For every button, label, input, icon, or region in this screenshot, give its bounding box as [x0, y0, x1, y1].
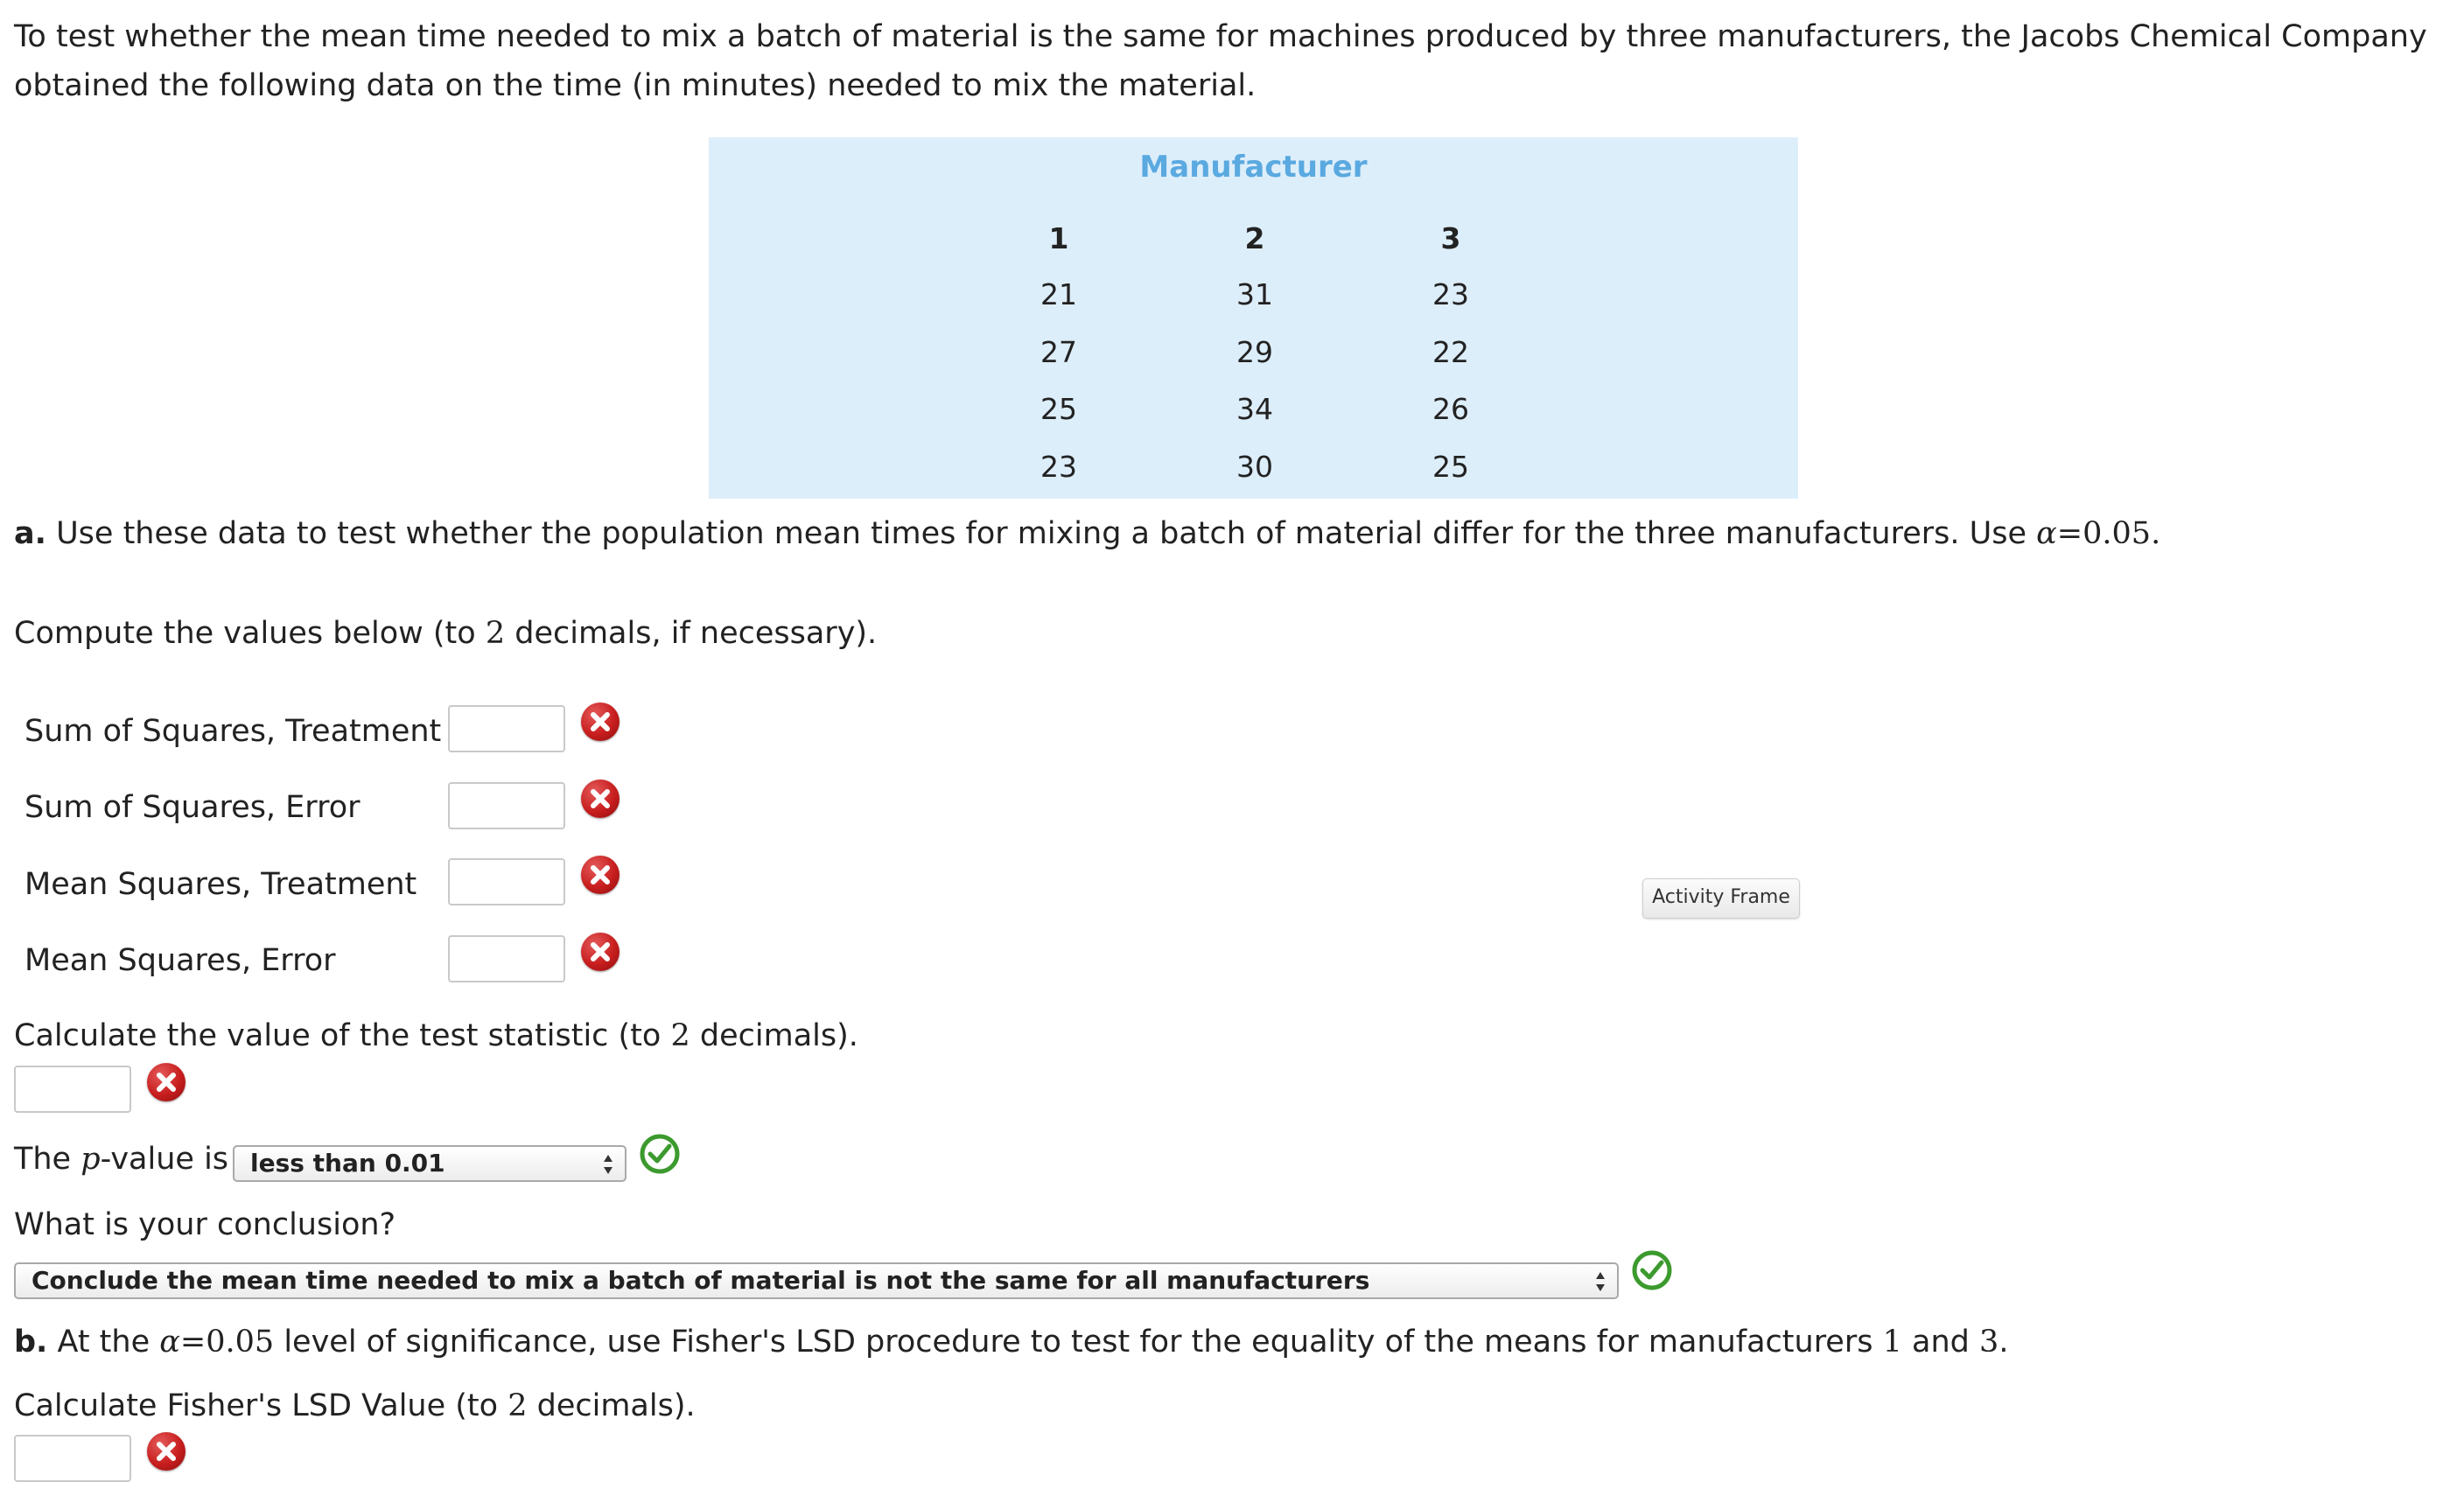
manufacturer-1: 1 [1882, 1325, 1902, 1360]
up-down-arrows-icon [1594, 1269, 1606, 1294]
test-stat-text-end: decimals). [699, 1018, 858, 1053]
lsd-prompt [14, 1388, 696, 1423]
column-header-1: 1 [1048, 221, 1069, 255]
alpha-symbol: α [2036, 516, 2057, 551]
up-down-arrows-icon [602, 1152, 614, 1177]
part-a-prompt [14, 516, 2160, 551]
label-ss-treatment: Sum of Squares, Treatment [24, 714, 442, 749]
x-circle-icon [581, 933, 620, 971]
table-cell: 21 [1040, 277, 1077, 311]
part-a-text: Use these data to test whether the population mean times for mixing a batch of material differ for the three manufacturers. Use [56, 516, 2027, 551]
ms-error-input[interactable] [448, 935, 565, 982]
x-circle-icon [147, 1432, 186, 1471]
table-cell: 34 [1236, 392, 1273, 426]
column-header-2: 2 [1244, 221, 1265, 255]
lsd-text-end: decimals). [536, 1388, 696, 1423]
test-statistic-input[interactable] [14, 1066, 131, 1113]
x-circle-icon [147, 1063, 186, 1101]
part-b-prompt [14, 1325, 2008, 1360]
question-intro: To test whether the mean time needed to mix a batch of material is the same for machines produced by three manufacturers, the Jacobs Chemical Company obtained the following data on the time (in minutes) needed to mix the material. [14, 19, 2427, 103]
data-table [709, 137, 1798, 499]
pvalue-text: The [14, 1142, 72, 1177]
ss-error-input[interactable] [448, 782, 565, 829]
conclusion-selected: Conclude the mean time needed to mix a batch of material is not the same for all manufacturers [32, 1266, 1370, 1295]
label-ms-treatment: Mean Squares, Treatment [24, 867, 417, 902]
x-circle-icon [581, 703, 620, 741]
alpha-value: 0.05 [2082, 516, 2152, 551]
label-ms-error: Mean Squares, Error [24, 943, 336, 978]
pvalue-selected: less than 0.01 [250, 1149, 445, 1178]
ss-treatment-input[interactable] [448, 705, 565, 752]
table-cell: 30 [1236, 450, 1273, 484]
period: . [2151, 516, 2161, 551]
table-cell: 27 [1040, 335, 1077, 369]
pvalue-prompt [14, 1142, 228, 1177]
table-cell: 26 [1432, 392, 1469, 426]
equals-sign: = [179, 1325, 206, 1360]
table-title: Manufacturer [1139, 150, 1368, 185]
part-b-text: At the [57, 1325, 150, 1360]
conclusion-question: What is your conclusion? [14, 1207, 396, 1242]
part-b-label: b. [14, 1325, 48, 1360]
check-circle-icon [1631, 1249, 1673, 1291]
compute-instruction [14, 616, 877, 651]
pvalue-select[interactable] [233, 1145, 626, 1182]
table-cell: 25 [1040, 392, 1077, 426]
compute-text-end: decimals, if necessary). [514, 616, 878, 651]
p-symbol: p [80, 1142, 101, 1177]
period: . [1998, 1325, 2009, 1360]
equals-sign: = [2056, 516, 2083, 551]
x-circle-icon [581, 779, 620, 818]
conclusion-select[interactable] [14, 1262, 1619, 1299]
table-cell: 31 [1236, 277, 1273, 311]
table-cell: 25 [1432, 450, 1469, 484]
decimals-number: 2 [485, 616, 506, 651]
table-cell: 23 [1040, 450, 1077, 484]
compute-text: Compute the values below (to [14, 616, 476, 651]
check-circle-icon [639, 1133, 681, 1175]
test-stat-text: Calculate the value of the test statistic (to [14, 1018, 662, 1053]
pvalue-text-end: -value is [100, 1142, 229, 1177]
alpha-value: 0.05 [206, 1325, 275, 1360]
table-cell: 29 [1236, 335, 1273, 369]
activity-frame-button[interactable]: Activity Frame [1642, 878, 1800, 919]
manufacturer-3: 3 [1979, 1325, 1999, 1360]
part-b-text-mid: level of significance, use Fisher's LSD procedure to test for the equality of the means for manufacturers [284, 1325, 1873, 1360]
label-ss-error: Sum of Squares, Error [24, 790, 360, 825]
table-cell: 22 [1432, 335, 1469, 369]
alpha-symbol: α [159, 1325, 180, 1360]
column-header-3: 3 [1440, 221, 1461, 255]
test-statistic-prompt [14, 1018, 858, 1053]
x-circle-icon [581, 856, 620, 894]
decimals-number: 2 [508, 1388, 528, 1423]
and-text: and [1912, 1325, 1970, 1360]
lsd-input[interactable] [14, 1435, 131, 1482]
part-a-label: a. [14, 516, 46, 551]
lsd-text: Calculate Fisher's LSD Value (to [14, 1388, 499, 1423]
decimals-number: 2 [670, 1018, 690, 1053]
ms-treatment-input[interactable] [448, 858, 565, 905]
table-cell: 23 [1432, 277, 1469, 311]
